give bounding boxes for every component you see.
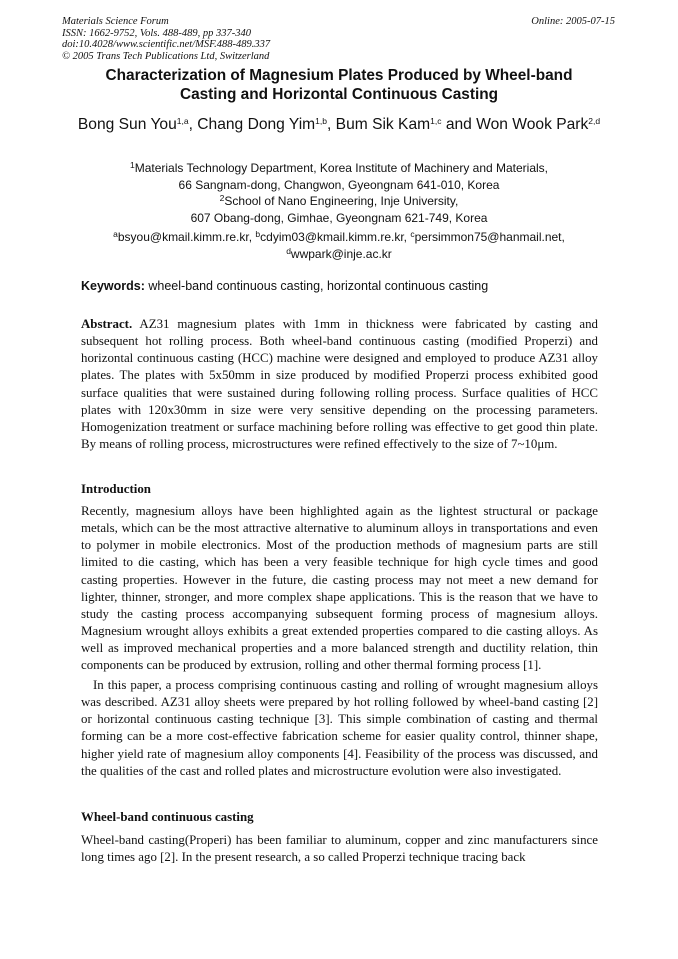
affil-line: School of Nano Engineering, Inje University,	[224, 194, 459, 208]
affil-line: Materials Technology Department, Korea Institute of Machinery and Materials,	[134, 161, 549, 175]
email-link[interactable]: persimmon75@hanmail.net,	[414, 230, 565, 244]
keywords-text: wheel-band continuous casting, horizontal continuous casting	[144, 279, 489, 293]
doi[interactable]: doi:10.4028/www.scientific.net/MSF.488-489.337	[62, 39, 271, 51]
author-name: Chang Dong Yim	[197, 116, 316, 133]
section-heading-wheel-band: Wheel-band continuous casting	[81, 810, 254, 824]
title-line-1: Characterization of Magnesium Plates Produced by Wheel-band	[105, 67, 573, 84]
affil-sup: 1	[129, 160, 135, 170]
email-list	[60, 229, 618, 262]
author-affil-sup: 2,d	[588, 116, 601, 126]
keywords	[81, 279, 488, 293]
author-affil-sup: 1,a	[176, 116, 189, 126]
keywords-label: Keywords:	[81, 279, 145, 293]
affil-sup: 2	[219, 193, 225, 203]
author-name: Won Wook Park	[476, 116, 589, 133]
author-affil-sup: 1,c	[430, 116, 442, 126]
abstract-label: Abstract.	[81, 317, 133, 331]
intro-paragraph-1: Recently, magnesium alloys have been highlighted again as the lightest structural or package metals, which can be the most attractive alternative to aluminum alloys in transportations and even to polymer in mobile electronics. Most of the production methods of magnesium parts are still limited to die casting, which has been a very feasible technique for high cycle times and good casting properties. However in the future, die casting process may not meet a new demand for lighter, thinner, stronger, and more complex shape applications. This is the reason that we have to study the casting process accompanying subsequent forming process of magnesium alloys. Magnesium wrought alloys exhibits a great extended properties compared to die casting alloys. As well as improved mechanical properties and a more balanced strength and ductility relation, thin components can be produced by extrusion, rolling and other thermal forming process [1].	[81, 504, 598, 673]
author-list	[60, 114, 618, 135]
author-name: Bong Sun You	[77, 116, 177, 133]
email-sup: c	[410, 229, 415, 239]
abstract-text: AZ31 magnesium plates with 1mm in thickness were fabricated by casting and subsequent hot rolling process. Both wheel-band continuous casting (modified Properzi) and horizontal continuous casting (HCC) machine were designed and employed to produce AZ31 alloy plates. The plates with 5x50mm in size produced by modified Properzi process exhibited good surface qualities that were sustained during following rolling process. Surface qualities of HCC plates with 120x30mm in size were very sensitive depending on the processing parameters. Homogenization treatment or surface machining before rolling was effective to get good thin plate. By means of rolling process, microstructures were refined effectively to the size of 7~10μm.	[81, 317, 598, 452]
affiliation-2	[60, 193, 618, 226]
email-link[interactable]: cdyim03@kmail.kimm.re.kr,	[260, 230, 411, 244]
affiliation-1	[60, 160, 618, 193]
author-separator: ,	[188, 116, 198, 133]
section-heading-introduction: Introduction	[81, 482, 151, 496]
wheel-band-paragraph-1: Wheel-band casting(Properi) has been familiar to aluminum, copper and zinc manufacturers since long times ago [2]. In the present research, a so called Properzi technique tracing back	[81, 833, 598, 865]
abstract	[81, 316, 598, 453]
online-date: Online: 2005-07-15	[531, 16, 615, 27]
affil-line: 66 Sangnam-dong, Changwon, Gyeongnam 641-010, Korea	[178, 177, 500, 192]
author-separator: and	[441, 116, 477, 133]
author-name: Bum Sik Kam	[335, 116, 431, 133]
email-link[interactable]: wwpark@inje.ac.kr	[290, 246, 392, 261]
email-link[interactable]: bsyou@kmail.kimm.re.kr,	[117, 230, 256, 244]
copyright: © 2005 Trans Tech Publications Ltd, Switzerland	[62, 50, 270, 62]
email-sup: b	[255, 229, 261, 239]
author-separator: ,	[327, 116, 336, 133]
title-line-2: Casting and Horizontal Continuous Casting	[179, 86, 499, 103]
paper-title	[60, 66, 618, 104]
intro-paragraph-2: In this paper, a process comprising continuous casting and rolling of wrought magnesium alloys was described. AZ31 alloy sheets were prepared by hot rolling followed by wheel-band casting [2] or horizontal continuous casting technique [3]. This simple combination of casting and thermal forming can be a more cost-effective fabrication scheme for easier quality control, thinner shape, higher yield rate of magnesium alloy components [4]. Feasibility of the process was discussed, and the qualities of the cast and rolled plates and microstructure evolution were also investigated.	[81, 678, 598, 778]
author-affil-sup: 1,b	[315, 116, 327, 126]
journal-name: Materials Science Forum	[62, 16, 169, 27]
email-sup: d	[286, 245, 291, 256]
affil-line: 607 Obang-dong, Gimhae, Gyeongnam 621-749, Korea	[190, 210, 488, 225]
journal-info	[62, 16, 270, 62]
issn: ISSN: 1662-9752, Vols. 488-489, pp 337-340	[62, 27, 251, 39]
email-sup: a	[113, 229, 118, 239]
